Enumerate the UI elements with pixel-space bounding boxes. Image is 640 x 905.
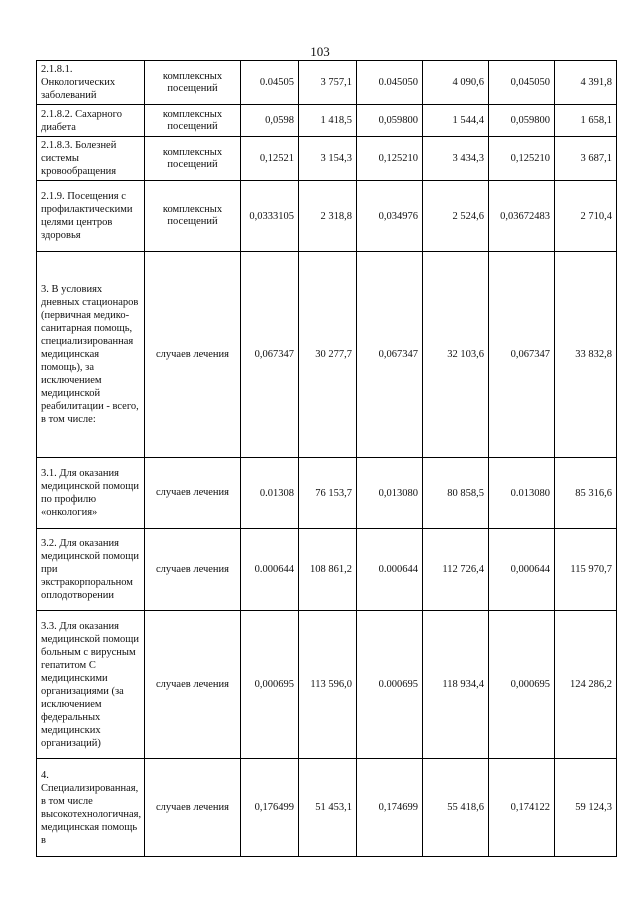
- row-value-3: 0,067347: [357, 252, 423, 458]
- row-value-1: 0,0598: [241, 105, 299, 137]
- row-name: 2.1.9. Посещения с профилактическими целями центров здоровья: [37, 181, 145, 252]
- row-value-2: 76 153,7: [299, 458, 357, 529]
- table-row: [37, 61, 617, 105]
- row-value-2: 30 277,7: [299, 252, 357, 458]
- row-value-4: 32 103,6: [423, 252, 489, 458]
- row-value-4: 118 934,4: [423, 611, 489, 759]
- row-value-2: 3 757,1: [299, 61, 357, 105]
- row-value-2: 51 453,1: [299, 759, 357, 857]
- row-value-5: 0,067347: [489, 252, 555, 458]
- row-value-5: 0,059800: [489, 105, 555, 137]
- row-unit: комплексных посещений: [145, 61, 241, 105]
- row-value-6: 124 286,2: [555, 611, 617, 759]
- row-value-3: 0,125210: [357, 137, 423, 181]
- row-value-5: 0,000644: [489, 529, 555, 611]
- row-value-5: 0,000695: [489, 611, 555, 759]
- table-row: [37, 252, 617, 458]
- row-value-3: 0,034976: [357, 181, 423, 252]
- row-value-5: 0,045050: [489, 61, 555, 105]
- row-value-6: 4 391,8: [555, 61, 617, 105]
- row-value-4: 1 544,4: [423, 105, 489, 137]
- table-row: [37, 137, 617, 181]
- row-name: 3. В условиях дневных стационаров (первичная медико-санитарная помощь, специализированная медицинская помощь), за исключением медицинской реабилитации - всего, в том числе:: [37, 252, 145, 458]
- row-value-3: 0,013080: [357, 458, 423, 529]
- row-name: 3.1. Для оказания медицинской помощи по профилю «онкология»: [37, 458, 145, 529]
- row-value-4: 112 726,4: [423, 529, 489, 611]
- row-value-1: 0,0333105: [241, 181, 299, 252]
- row-value-1: 0,067347: [241, 252, 299, 458]
- row-value-5: 0,174122: [489, 759, 555, 857]
- row-value-3: 0.000695: [357, 611, 423, 759]
- row-value-1: 0.04505: [241, 61, 299, 105]
- row-value-3: 0,059800: [357, 105, 423, 137]
- row-value-6: 33 832,8: [555, 252, 617, 458]
- row-unit: случаев лечения: [145, 458, 241, 529]
- row-value-4: 2 524,6: [423, 181, 489, 252]
- row-value-3: 0.045050: [357, 61, 423, 105]
- row-value-5: 0.013080: [489, 458, 555, 529]
- table-row: [37, 458, 617, 529]
- row-value-4: 80 858,5: [423, 458, 489, 529]
- row-unit: комплексных посещений: [145, 181, 241, 252]
- row-unit: случаев лечения: [145, 529, 241, 611]
- row-name: 2.1.8.3. Болезней системы кровообращения: [37, 137, 145, 181]
- row-value-6: 115 970,7: [555, 529, 617, 611]
- row-value-6: 2 710,4: [555, 181, 617, 252]
- data-table: [36, 60, 617, 857]
- row-value-6: 59 124,3: [555, 759, 617, 857]
- row-value-5: 0,125210: [489, 137, 555, 181]
- row-value-1: 0.000644: [241, 529, 299, 611]
- row-value-2: 3 154,3: [299, 137, 357, 181]
- row-value-1: 0.01308: [241, 458, 299, 529]
- table-row: [37, 611, 617, 759]
- row-name: 3.3. Для оказания медицинской помощи больным с вирусным гепатитом С медицинскими организациями (за исключением федеральных медицинских организаций): [37, 611, 145, 759]
- row-value-5: 0,03672483: [489, 181, 555, 252]
- row-value-1: 0,12521: [241, 137, 299, 181]
- row-value-2: 113 596,0: [299, 611, 357, 759]
- row-value-3: 0,174699: [357, 759, 423, 857]
- row-value-6: 1 658,1: [555, 105, 617, 137]
- row-unit: случаев лечения: [145, 252, 241, 458]
- row-value-2: 1 418,5: [299, 105, 357, 137]
- row-value-2: 108 861,2: [299, 529, 357, 611]
- row-name: 2.1.8.1. Онкологических заболеваний: [37, 61, 145, 105]
- row-unit: случаев лечения: [145, 611, 241, 759]
- page-number: 103: [310, 44, 330, 59]
- row-value-4: 4 090,6: [423, 61, 489, 105]
- row-unit: комплексных посещений: [145, 105, 241, 137]
- row-value-4: 3 434,3: [423, 137, 489, 181]
- row-value-6: 3 687,1: [555, 137, 617, 181]
- row-unit: случаев лечения: [145, 759, 241, 857]
- table-row: [37, 181, 617, 252]
- table-row: [37, 529, 617, 611]
- table-row: [37, 759, 617, 857]
- row-value-3: 0.000644: [357, 529, 423, 611]
- row-value-1: 0,176499: [241, 759, 299, 857]
- row-value-4: 55 418,6: [423, 759, 489, 857]
- row-unit: комплексных посещений: [145, 137, 241, 181]
- row-name: 4. Специализированная, в том числе высокотехнологичная, медицинская помощь в: [37, 759, 145, 857]
- row-value-1: 0,000695: [241, 611, 299, 759]
- row-name: 2.1.8.2. Сахарного диабета: [37, 105, 145, 137]
- row-value-6: 85 316,6: [555, 458, 617, 529]
- row-name: 3.2. Для оказания медицинской помощи при экстракорпоральном оплодотворении: [37, 529, 145, 611]
- row-value-2: 2 318,8: [299, 181, 357, 252]
- table-row: [37, 105, 617, 137]
